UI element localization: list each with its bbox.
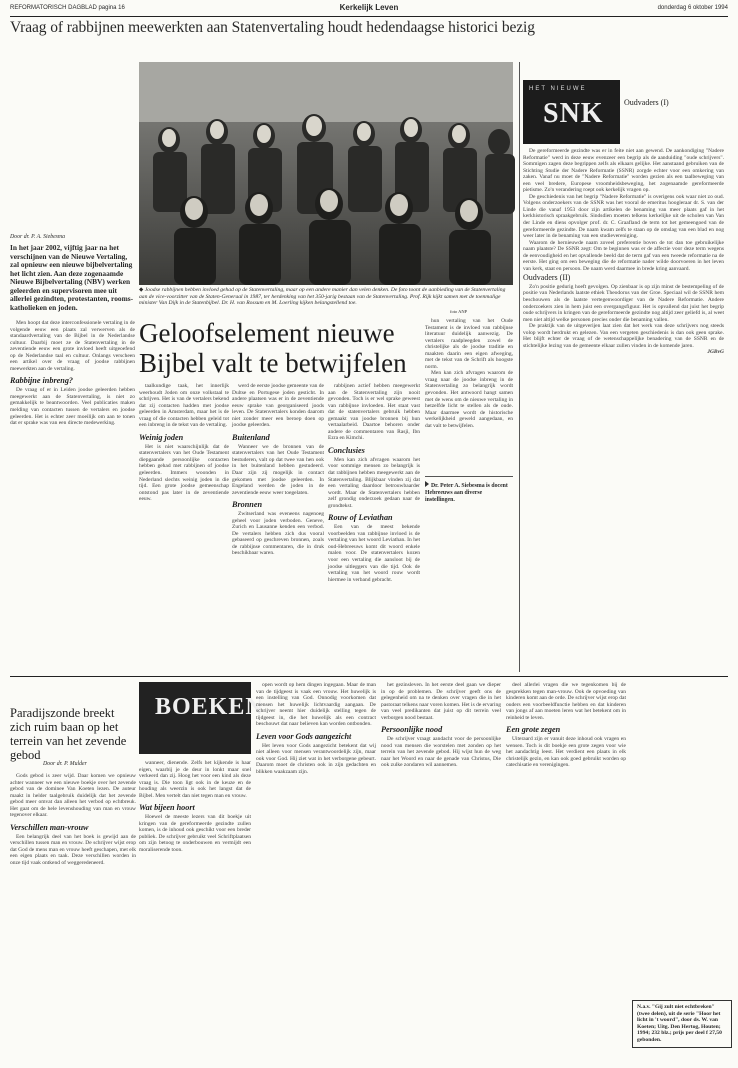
author-caption: Dr. Peter A. Siebesma is docent Hebreeuws aan diverse instellingen. — [425, 476, 513, 503]
section-title: Kerkelijk Leven — [339, 3, 399, 12]
sidebar-logo: HET NIEUWE SNK — [523, 80, 620, 144]
books-byline: Door dr. P. Mulder — [43, 761, 87, 767]
books-column-2: wanneer, dienende. Zelfs het kijkende is haar eigen, waarbij je de deur in lonkt maar snel verkeerd dan zij. Hoog het voor een kind als deze vraag is. Die toon ligt ook in de keuze en de houding als weerzin is ook het langst dat de Bijbel. Men vertelt dan niet tegen man en vrouw. Wat bijeen hoort Hoewel de meeste lezers van dit boekje uit kringen van de gereformeerde gezindte zullen komen, is de inhoud ook geschikt voor een breder publiek. De schrijver gebruikt veel Schriftplaatsen om zijn betoog te onderbouwen en vermijdt een moraliserende toon. — [139, 760, 251, 854]
article-column-2: taalkundige taak, het innerlijk weerhoudt Joden om onze volkstaal te schrijven. Het is van de vertalers bekend dat zij contacten hadden met joodse geleerden in Amsterdam, maar het is de vraag of die contacten hebben geleid tot een inbreng in de tekst van de vertaling. Weinig joden Het is niet waarschijnlijk dat de statenvertalers van het Oude Testament diepgaande persoonlijke contacten hebben gehad met rabbijnen of joodse geleerden. Immers woonden in Nederland slechts weinig joden in die tijd. Een grote joodse gemeenschap ontstond pas later in de zeventiende eeuw. — [139, 383, 229, 503]
article-column-1: Men hoopt dat deze interconfessionele vertaling in de volgende eeuw een plaats zal verwerven als de standaardvertaling van de Bijbel in de Nederlandse cultuur. Daarbij moet ze de Statenvertaling in de zeventiende eeuw een grote invloed heeft uitgeoefend op de Nederlandse taal en cultuur. Onlangs verscheen een artikel over de vraag of joodse rabbijnen meewerkten aan de vertaling. Rabbijne inbreng? De vraag of er in Leiden joodse geleerden hebben meegewerkt aan de Statenvertaling, is niet zo gemakkelijk te beantwoorden. Veel publicaties maken melding van contacten tussen de vertalers en joodse geleerden. Het is echter zeer moeilijk om aan te tonen dat er sprake was van een directe medewerking. — [10, 320, 135, 427]
subhead-weinig-joden: Weinig joden — [139, 432, 184, 442]
article-column-5: hun vertaling van het Oude Testament is de invloed van rabbijnse literatuur duidelijk aanwezig. De vertalers raadpleegden zowel de christelijke als de joodse traditie en maakten daarin een eigen afweging, met de tekst van de Schrift als hoogste norm. Men kan zich afvragen waarom de vraag naar de joodse inbreng in de Statenvertaling zo belangrijk wordt gevonden. Het antwoord hangt samen met de wens om de nieuwe vertaling in hetzelfde licht te stellen als de oude. Maar daarmee wordt de historische werkelijkheid geweld aangedaan, en dat valt te betwijfelen. — [425, 318, 513, 429]
main-headline: Vraag of rabbijnen meewerkten aan Statenvertaling houdt hedendaagse historici bezig — [10, 19, 535, 36]
article-byline: Door dr. P. A. Siebesma — [10, 234, 66, 240]
article-photo — [139, 62, 513, 285]
sidebar-heading-2: Oudvaders (II) — [523, 273, 571, 283]
issue-date: donderdag 6 oktober 1994 — [657, 5, 728, 11]
caption-bullet-icon: ◆ — [139, 287, 145, 293]
subhead-conclusies: Conclusies — [328, 445, 365, 455]
subhead-rouw-leviathan: Rouw of Leviathan — [328, 513, 393, 523]
books-logo: BOEKEN — [139, 682, 251, 754]
books-column-3: open wordt op hem dingen ingegaan. Maar de man van de tijdgeest is vaak een vrouw. Het huwelijk is een instelling van God. Onnodig voorkomen dat mensen het huwelijk lichtvaardig aangaan. De schrijver neemt hier duidelijk stelling tegen de tijdgeest in, die het huwelijk als een contract beschouwt dat naar believen kan worden ontbonden. Leven voor Gods aangezicht Het leven voor Gods aangezicht betekent dat wij niet alleen voor mensen verantwoordelijk zijn, maar ook voor God. Hij ziet wat in het verborgene gebeurt. Daarom moet de christen ook in zijn gedachten en blikken waakzaam zijn. — [256, 682, 376, 776]
sidebar-heading-1: Oudvaders (I) — [624, 98, 669, 107]
subhead-buitenland: Buitenland — [232, 432, 270, 442]
sidebar-intro — [624, 100, 724, 109]
article-intro: In het jaar 2002, vijftig jaar na het verschijnen van de Nieuwe Vertaling, zal opnieuw een nieuwe bijbelvertaling het licht zien. Aan deze zogenaamde Nieuwe Bijbelvertaling (NBV) werken geleerden en supervisoren mee uit allerlei gezindten, protestanten, rooms-katholieken en joden. — [10, 243, 134, 312]
sidebar-column: De gereformeerde gezindte was er in feite niet aan gewend. De aankondiging "Nadere Reformatie" werd in deze eeuw evenzeer een begrip als de aanduiding "oude schrijvers". Sommigen zagen deze begrippen zelfs als elkaars gelijke. Het aanstaand gebruiken van de Stichting Studie der Nadere Reformatie (SSNR) zorgde echter voor een omkering van zaken. Vanaf nu moet de "Nadere Reformatie" worden gezien als een taalbeweging van een veel bredere, Europese vroomheidsbeweging, het zogenaamde gereformeerde pietisme. Zo'n verandering roept ook kerkelijk vragen op. De geschiedenis van het begrip "Nadere Reformatie" is overigens ook waar niet zo oud. Volgens onderzoekers van de SSNR was het vooral de emeritus hoogleraar dr. S. van der Linde die vanaf 1953 door zijn artikelen de benaming van meer plaats gaf in het kerkhistorisch spraakgebruik. Sindsdien moeten telkens kerkelijke uit de scholen van Van der Linde en diens opvolger prof. dr. C. Graafland de term tot het gemeengoed van de gereformeerde gezindte. De naam kwam zelfs te staan op de omslag van een blad en nog weer later in de benaming van een studievereniging. Waarom de hernieuwde naam zoveel preferentie boven de tot dan toe gebruikelijke naam plaatste? De SSNR zegt: Om te beginnen was er de affectie voor deze term wegens de eenvoudigheid en het opvallende beeld dat de term gaf van een tweede reformatie na de eerste. Het ging om een beweging die de reformatie nader wilde doorvoeren in het leven van kerk, staat en persoon. De naam werd daarmee in brede kring aanvaard. Oudvaders (II) Zo'n positie gedurig hoeft gevolgen. Op zienbaar is op zijn minst de bestempeling of de positie van Nederlands laatste ethiek Theodorus van der Groe. Speciaal wil de SSNR hem beschouwen als de laatste vertegenwoordiger van de Nadere Reformatie. Andere onderzoekers zien in hem juist een overgangsfiguur. Het is opvallend dat juist het begrip oude schrijvers in kringen van de gereformeerde gezindte nog altijd zeer geliefd is, al weet men niet altijd welke personen precies onder die benaming vallen. De praktijk van de uitgeverijen laat zien dat het werk van deze schrijvers nog steeds volop wordt herdrukt en gelezen. Van een vergeten geschiedenis is dan ook geen sprake. Het blijft echter de vraag of de wetenschappelijke benadering van de SSNR en de stichtelijke lezing van de gemeente elkaar zullen vinden in de komende jaren. JGBvG — [523, 148, 724, 356]
big-headline: Geloofselement nieuwe Bijbel valt te betwijfelen — [139, 318, 407, 378]
paper-name: REFORMATORISCH DAGBLAD pagina 16 — [10, 5, 125, 11]
subhead-gods-aangezicht: Leven voor Gods aangezicht — [256, 731, 352, 741]
sidebar-initials: JGBvG — [707, 349, 724, 356]
books-headline: Paradijszonde breekt zich ruim baan op het terrein van het zevende gebod — [10, 706, 127, 762]
sidebar-divider — [519, 62, 520, 672]
subhead-rabbijne: Rabbijne inbreng? — [10, 376, 74, 386]
article-column-3: werd de eerste joodse gemeente van de Dultse en Portugese joden gesticht. In andere plaatsen was er in de zeventiende eeuw sprake van georganiseerd joods leven. De Statenvertalers konden daarom niet zonder meer een beroep doen op joodse geleerden. Buitenland Wanneer we de bronnen van de statenvertalers van het Oude Testament bestuderen, valt op dat twee van hen ook in het buitenland hebben gestudeerd. Daar zijn zij mogelijk in contact gekomen met joodse geleerden. In Engeland werden de joden in de zeventiende eeuw weer toegelaten. Bronnen Zwitserland was eveneens nagenoeg geheel voor joden verboden. Geneve, Zurich en Lausanne kenden een verbod. De vertalers hebben zich dus vooral gebaseerd op geschreven bronnen, zoals de rabbijnse commentaren, die in druk beschikbaar waren. — [232, 383, 324, 557]
subhead-bijeen-hoort: Wat bijeen hoort — [139, 803, 195, 813]
subhead-man-vrouw: Verschillen man-vrouw — [10, 822, 89, 832]
arrow-icon — [425, 481, 429, 487]
page-header — [10, 2, 728, 17]
subhead-grote-zegen: Een grote zegen — [506, 725, 561, 735]
section-separator — [10, 676, 728, 677]
book-info-box: N.a.v. "Gij zult niet echtbreken" (twee delen), uit de serie "Hoor het licht in 't woord", door ds. W. van Koeten; Uitg. Den Hertog, Houten; 1994; 232 blz.; prijs per deel f 27,50 gebonden. — [632, 1000, 732, 1048]
books-column-5: deel allerlei vragen die we tegenkomen bij de gesprekken tegen man-vrouw. Ook de opvoeding van kinderen komt aan de orde. De schrijver wijst erop dat ouders een voorbeeldfunctie hebben en dat kinderen van jongs af aan moeten leren wat het betekent om in reinheid te leven. Een grote zegen Uiteraard zijn er vanuit deze inhoud ook vragen en wensen. Toch is dit boekje een grote zegen voor wie het aandachtig leest. Het verdient een plaats in elk christelijk gezin, en kan ook goed gebruikt worden op catechisatie en verenigingen. — [506, 682, 626, 769]
photo-caption: ◆ Joodse rabbijnen hebben invloed gehad op de Statenvertaling, maar op een andere manier dan velen denken. De foto toont de aanbieding van de Statenvertaling aan de vice-voorzitter van de Staten-Generaal in 1987, ter herdenking van het 350-jarig bestaan van de Statenvertaling. Prof. Rijk kijkt samen met de toenmalige minister Van Dijk in de Statenbijbel. Dr. H. van Rossum en M. Loerling kijken belangstellend toe. — [139, 287, 506, 307]
subhead-bronnen: Bronnen — [232, 500, 263, 510]
books-column-1: Gods gebod is zeer wijd. Daar komen we opnieuw achter wanneer we een nieuwe boekje over het zevende gebod van de dominee Van Koeten lezen. De auteur maakt in helder taalgebruik duidelijk dat het zevende gebod meer omvat dan alleen het verbod op echtbreuk. Het gaat om de hele levenshouding van man en vrouw tegenover elkaar. Verschillen man-vrouw Een belangrijk deel van het boek is gewijd aan de verschillen tussen man en vrouw. De schrijver wijst erop dat God de mens man en vrouw heeft geschapen, met elk een eigen plaats en taak. Deze verschillen worden in onze tijd vaak ontkend of weggeredeneerd. — [10, 773, 136, 867]
subhead-persoonlijke-nood: Persoonlijke nood — [381, 725, 443, 735]
photo-credit: foto ANP — [450, 309, 468, 314]
article-column-4: rabbijnen actief hebben meegewerkt aan de Statenvertaling zijn nooit gevonden. Toch is er wel sprake geweest van rabbijnse invloeden. Het staat vast dat de statenvertalers gebruik hebben gemaakt van joodse bronnen bij hun vertaalarbeid. Daartoe behoren onder andere de commentaren van Rasji, Ibn Ezra en Kimchi. Conclusies Men kan zich afvragen waarom het voor sommige mensen zo belangrijk is dat rabbijnen hebben meegewerkt aan de Statenvertaling. Blijkbaar vinden zij dat een vertaling daardoor betrouwbaarder wordt. Maar de Statenvertalers hebben zelf grondig onderzoek gedaan naar de grondtekst. Rouw of Leviathan Een van de meest bekende voorbeelden van rabbijnse invloed is de vertaling van het woord Leviathan. In het oud-Hebreeuws komt dit woord enkele malen voor. De statenvertalers kozen voor een vertaling die aansloot bij de joodse uitleggers van die tijd. Ook de vertaling van het woord rouw wordt hiermee in verband gebracht. — [328, 383, 420, 583]
books-column-4: het gezinsleven. In het eerste deel gaan we dieper in op de problemen. De schrijver geeft ons de gelegenheid om na te denken over vragen die in het pastoraat telkens naar voren komen. Het is de ervaring van veel predikanten dat juist op dit terrein veel verborgen nood bestaat. Persoonlijke nood De schrijver vraagt aandacht voor de persoonlijke nood van mensen die worstelen met zonden op het terrein van het zevende gebod. Hij wijst hun de weg naar het Woord en naar de genade van Christus, Die ook zulke zondaren wil aannemen. — [381, 682, 501, 769]
